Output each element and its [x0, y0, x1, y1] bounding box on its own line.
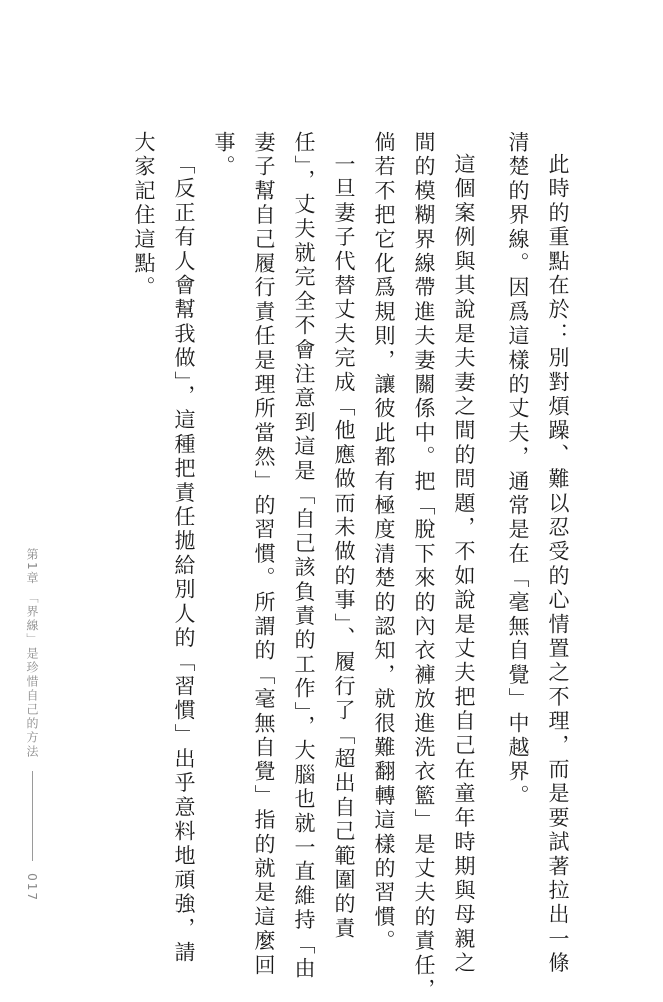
body-column-2: 清楚的界線。因爲這樣的丈夫，通常是在「毫無自覺」中越界。 — [506, 131, 530, 809]
body-column-5: 倘若不把它化爲規則，讓彼此都有極度清楚的認知，就很難翻轉這樣的習慣。 — [372, 131, 396, 954]
body-column-9: 事。 — [212, 131, 236, 180]
running-footer — [24, 548, 41, 902]
chapter-label: 第1章 — [25, 548, 39, 586]
body-column-11: 大家記住這點。 — [132, 131, 156, 301]
body-column-10: 「反正有人會幫我做」，這種把責任拋給別人的「習慣」出乎意料地頑強，請 — [172, 153, 196, 966]
page-number: 017 — [25, 873, 39, 903]
body-column-7: 任」，丈夫就完全不會注意到這是「自己該負責的工作」，大腦也就一直維持「由 — [292, 131, 316, 982]
body-column-8: 妻子幫自己履行責任是理所當然」的習慣。所謂的「毫無自覺」指的就是這麼回 — [252, 131, 276, 978]
footer-rule — [32, 771, 33, 861]
body-column-1: 此時的重點在於：別對煩躁、難以忍受的心情置之不理，而是要試著拉出一條 — [546, 153, 570, 976]
body-column-3: 這個案例與其說是夫妻之間的問題，不如說是丈夫把自己在童年時期與母親之 — [452, 153, 476, 976]
body-column-4: 間的模糊界線帶進夫妻關係中。把「脫下來的內衣褲放進洗衣籃」是丈夫的責任， — [412, 131, 436, 1002]
body-column-6: 一旦妻子代替丈夫完成「他應做而未做的事」、履行了「超出自己範圍的責 — [332, 153, 356, 942]
section-title: 「界線」是珍惜自己的方法 — [25, 591, 39, 760]
